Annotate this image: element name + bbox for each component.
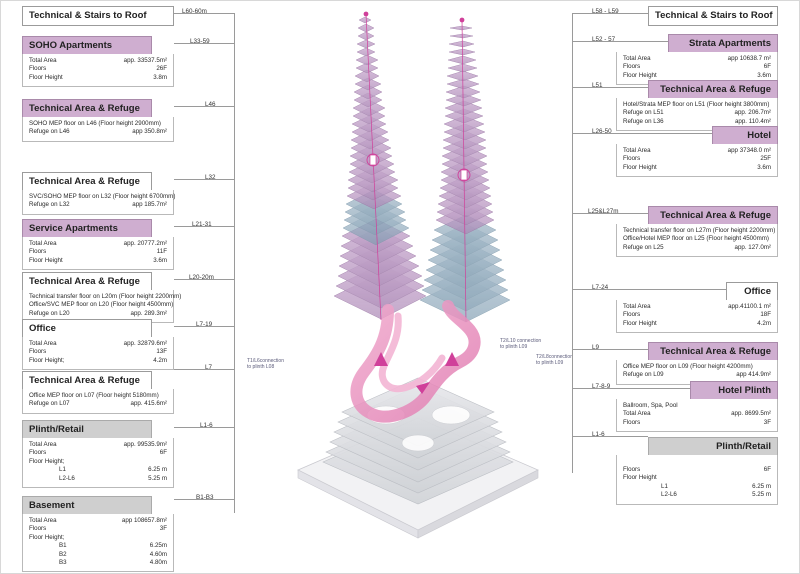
block-hotel[interactable] <box>712 126 778 146</box>
row-key: Refuge on L09 <box>623 371 664 379</box>
row-value: 3F <box>763 418 771 426</box>
row-key: Floors <box>623 418 641 426</box>
row-value: app 37348.0 m² <box>727 147 771 154</box>
row-value: app. 20777.2m² <box>123 240 167 247</box>
row-key: Total Area <box>29 517 57 524</box>
row-key: B2 <box>59 550 67 558</box>
note-t2-right: T2/L10 connection to plinth L09 <box>500 338 542 350</box>
row-value: app 414.9m² <box>736 371 771 379</box>
row-value: app.41100.1 m² <box>728 303 771 310</box>
row-value: 6F <box>159 449 167 457</box>
row-value: app 108657.8m² <box>121 517 167 524</box>
block-title: Hotel <box>712 126 778 146</box>
row-value: 18F <box>760 311 771 319</box>
block-title: Office <box>726 282 778 302</box>
block-tech-refuge-l09[interactable] <box>648 342 778 362</box>
block-title: Hotel Plinth <box>690 381 778 401</box>
note-t1-left: T1/L6connection to plinth L08 <box>247 358 284 370</box>
row-key: Floor Height; <box>29 356 65 364</box>
row-key: Total Area <box>623 303 651 310</box>
row-value: 25F <box>760 155 771 163</box>
row-key: Floors <box>29 248 47 256</box>
row-value: 5.25 m <box>752 491 771 499</box>
row-key: Floors <box>29 65 47 73</box>
row-value: 3.6m <box>153 256 167 264</box>
block-title: Plinth/Retail <box>22 420 152 440</box>
block-title: Technical Area & Refuge <box>22 172 152 192</box>
row-value: 3.6m <box>757 71 771 79</box>
block-plinth-retail-right[interactable] <box>648 437 778 457</box>
row-key: Office/SVC MEP floor on L20 (Floor height 4500mm) <box>29 301 174 309</box>
block-tech-stairs-roof-left[interactable] <box>22 6 174 26</box>
row-key: Floors <box>29 449 47 457</box>
tower-isometric-illustration <box>238 0 568 574</box>
level-label-b1-b3: B1-B3 <box>196 494 214 501</box>
row-key: B1 <box>59 542 67 550</box>
block-title: Technical Area & Refuge <box>22 99 152 119</box>
row-value: 3.6m <box>757 163 771 171</box>
row-value: 6F <box>763 63 771 71</box>
row-key: B3 <box>59 559 67 567</box>
level-label-l51: L51 <box>592 82 603 89</box>
block-tech-refuge-l20[interactable] <box>22 272 152 292</box>
level-label-l58-59: L58 - L59 <box>592 8 619 15</box>
block-office-right[interactable] <box>726 282 778 302</box>
row-value: 4.2m <box>757 319 771 327</box>
block-body-l32 <box>22 190 174 215</box>
tower-left-soho <box>334 12 426 320</box>
block-title: Strata Apartments <box>668 34 778 54</box>
row-key: Floor Height <box>623 319 657 327</box>
block-tech-stairs-roof-right[interactable] <box>648 6 778 26</box>
level-label-l21-31: L21-31 <box>192 221 212 228</box>
row-value: app. 110.4m² <box>734 117 771 125</box>
level-label-l1-6-left: L1-6 <box>200 422 213 429</box>
row-value: 3F <box>159 525 167 533</box>
row-key: Technical transfer floor on L20m (Floor height 2200mm) <box>29 293 182 300</box>
row-key: Floors <box>623 63 641 71</box>
block-title: Technical & Stairs to Roof <box>22 6 174 26</box>
row-key: Office MEP floor on L07 (Floor height 5180mm) <box>29 392 159 399</box>
block-tech-refuge-l51[interactable] <box>648 80 778 100</box>
row-key: Total Area <box>623 147 651 154</box>
row-value: app. 99535.9m² <box>123 441 167 448</box>
row-key: Refuge on L25 <box>623 243 664 251</box>
left-spine <box>234 13 235 513</box>
block-title: Technical & Stairs to Roof <box>648 6 778 26</box>
block-title: Technical Area & Refuge <box>22 371 152 391</box>
row-value: app. 8699.5m² <box>731 410 771 418</box>
row-value: 4.80m <box>149 559 167 567</box>
row-key: Floors <box>29 348 47 356</box>
row-value: 6.25 m <box>148 466 167 474</box>
row-key: Floor Height <box>623 163 657 171</box>
row-key: L2-L6 <box>661 491 677 499</box>
row-key: Floors <box>623 466 641 473</box>
row-value: app 10638.7 m² <box>727 55 771 62</box>
level-label-l1-6-right: L1-6 <box>592 431 605 438</box>
block-tech-refuge-l46[interactable] <box>22 99 152 119</box>
row-key: Refuge on L07 <box>29 400 70 408</box>
block-title: Technical Area & Refuge <box>648 206 778 226</box>
block-hotel-plinth[interactable] <box>690 381 778 401</box>
row-value: 4.2m <box>153 356 167 364</box>
block-basement[interactable] <box>22 496 152 516</box>
level-label-l7-24: L7-24 <box>592 284 609 291</box>
level-label-l52-57: L52 - 57 <box>592 36 616 43</box>
tower-right-hotel <box>420 18 510 322</box>
block-service-apartments[interactable] <box>22 219 152 239</box>
row-key: Refuge on L46 <box>29 128 70 136</box>
row-key: Total Area <box>29 340 57 347</box>
block-body-office-right <box>616 300 778 333</box>
row-key: Refuge on L36 <box>623 117 664 125</box>
row-key: SOHO MEP floor on L46 (Floor height 2900mm) <box>29 120 161 127</box>
block-title: Plinth/Retail <box>648 437 778 457</box>
row-key: Floors <box>29 525 47 533</box>
block-strata-apartments[interactable] <box>668 34 778 54</box>
block-office-left[interactable] <box>22 319 152 339</box>
row-value: 6.25 m <box>752 482 771 490</box>
note-t3-right: T2/L8connection to plinth L09 <box>536 354 573 366</box>
block-body-soho <box>22 54 174 87</box>
row-key: Hotel/Strata MEP floor on L51 (Floor height 3800mm) <box>623 101 770 108</box>
row-value: 26F <box>156 65 167 73</box>
row-key: Office MEP floor on L09 (Floor height 4200mm) <box>623 363 753 370</box>
block-body-service-apts <box>22 237 174 270</box>
row-key: Floor Height <box>623 474 657 482</box>
level-label-l9: L9 <box>592 344 600 351</box>
row-key: L2-L6 <box>59 474 75 482</box>
block-soho-apartments[interactable] <box>22 36 152 56</box>
row-key: Refuge on L32 <box>29 201 70 209</box>
row-key: Floors <box>623 311 641 319</box>
row-key: Floor Height <box>29 73 63 81</box>
level-label-l60: L60-60m <box>182 8 207 15</box>
row-key: Floors <box>623 155 641 163</box>
level-label-l46: L46 <box>205 101 216 108</box>
row-value: 11F <box>156 248 167 256</box>
row-key: SVC/SOHO MEP floor on L32 (Floor height 6700mm) <box>29 193 176 200</box>
row-key: Office/Hotel MEP floor on L25 (Floor height 4500mm) <box>623 235 769 243</box>
row-value: 4.60m <box>149 550 167 558</box>
row-value: 3.8m <box>153 73 167 81</box>
level-label-l32: L32 <box>205 174 216 181</box>
row-value: app. 32879.6m² <box>123 340 167 347</box>
block-title: Technical Area & Refuge <box>648 80 778 100</box>
row-key: L1 <box>59 466 66 474</box>
right-spine <box>572 13 573 473</box>
row-key: Refuge on L51 <box>623 109 664 117</box>
row-value: 13F <box>156 348 167 356</box>
row-key: Total Area <box>623 410 651 418</box>
block-body-l46 <box>22 117 174 142</box>
block-body-office-left <box>22 337 174 370</box>
row-value: app 350.8m² <box>132 128 167 136</box>
row-key: Refuge on L20 <box>29 309 70 317</box>
row-value: 5.25 m <box>148 474 167 482</box>
level-label-l25-l27m: L25&L27m <box>588 208 619 215</box>
row-key: Ballroom, Spa, Pool <box>623 402 678 409</box>
row-value: app. 33537.5m² <box>123 57 167 64</box>
row-value: 6.25m <box>149 542 167 550</box>
level-label-l33-59: L33-59 <box>190 38 210 45</box>
row-key: Technical transfer floor on L27m (Floor height 2200mm) <box>623 227 776 234</box>
block-body-plinth-right <box>616 455 778 505</box>
row-value: app. 127.0m² <box>734 243 771 251</box>
row-key: Total Area <box>29 57 57 64</box>
block-body-hotel <box>616 144 778 177</box>
row-value: app 185.7m² <box>132 201 167 209</box>
block-body-plinth-left <box>22 438 174 488</box>
row-key: Floor Height; <box>29 533 65 541</box>
block-tech-refuge-l25[interactable] <box>648 206 778 226</box>
row-key: Floor Height <box>623 71 657 79</box>
row-value: app. 415.6m² <box>130 400 167 408</box>
row-key: L1 <box>661 482 668 490</box>
block-body-l07 <box>22 389 174 414</box>
row-value: app. 289.3m² <box>130 309 167 317</box>
block-title: Technical Area & Refuge <box>648 342 778 362</box>
level-label-l7-19: L7-19 <box>196 321 213 328</box>
block-tech-refuge-l07[interactable] <box>22 371 152 391</box>
level-label-l7: L7 <box>205 364 213 371</box>
block-body-l25 <box>616 224 778 257</box>
row-key: Floor Height; <box>29 457 65 465</box>
row-value: app. 206.7m² <box>734 109 771 117</box>
block-title: SOHO Apartments <box>22 36 152 56</box>
row-value: 6F <box>763 466 771 473</box>
block-title: Office <box>22 319 152 339</box>
level-label-l26-50: L26-50 <box>592 128 612 135</box>
row-key: Floor Height <box>29 256 63 264</box>
block-title: Service Apartments <box>22 219 152 239</box>
block-body-basement <box>22 514 174 572</box>
row-key: Total Area <box>29 240 57 247</box>
block-body-hotel-plinth <box>616 399 778 432</box>
level-label-l20: L20-20m <box>189 274 214 281</box>
block-title: Technical Area & Refuge <box>22 272 152 292</box>
block-title: Basement <box>22 496 152 516</box>
row-key: Total Area <box>29 441 57 448</box>
block-tech-refuge-l32[interactable] <box>22 172 152 192</box>
block-plinth-retail-left[interactable] <box>22 420 152 440</box>
row-key: Total Area <box>623 55 651 62</box>
level-label-l7-8-9: L7-8-9 <box>592 383 611 390</box>
